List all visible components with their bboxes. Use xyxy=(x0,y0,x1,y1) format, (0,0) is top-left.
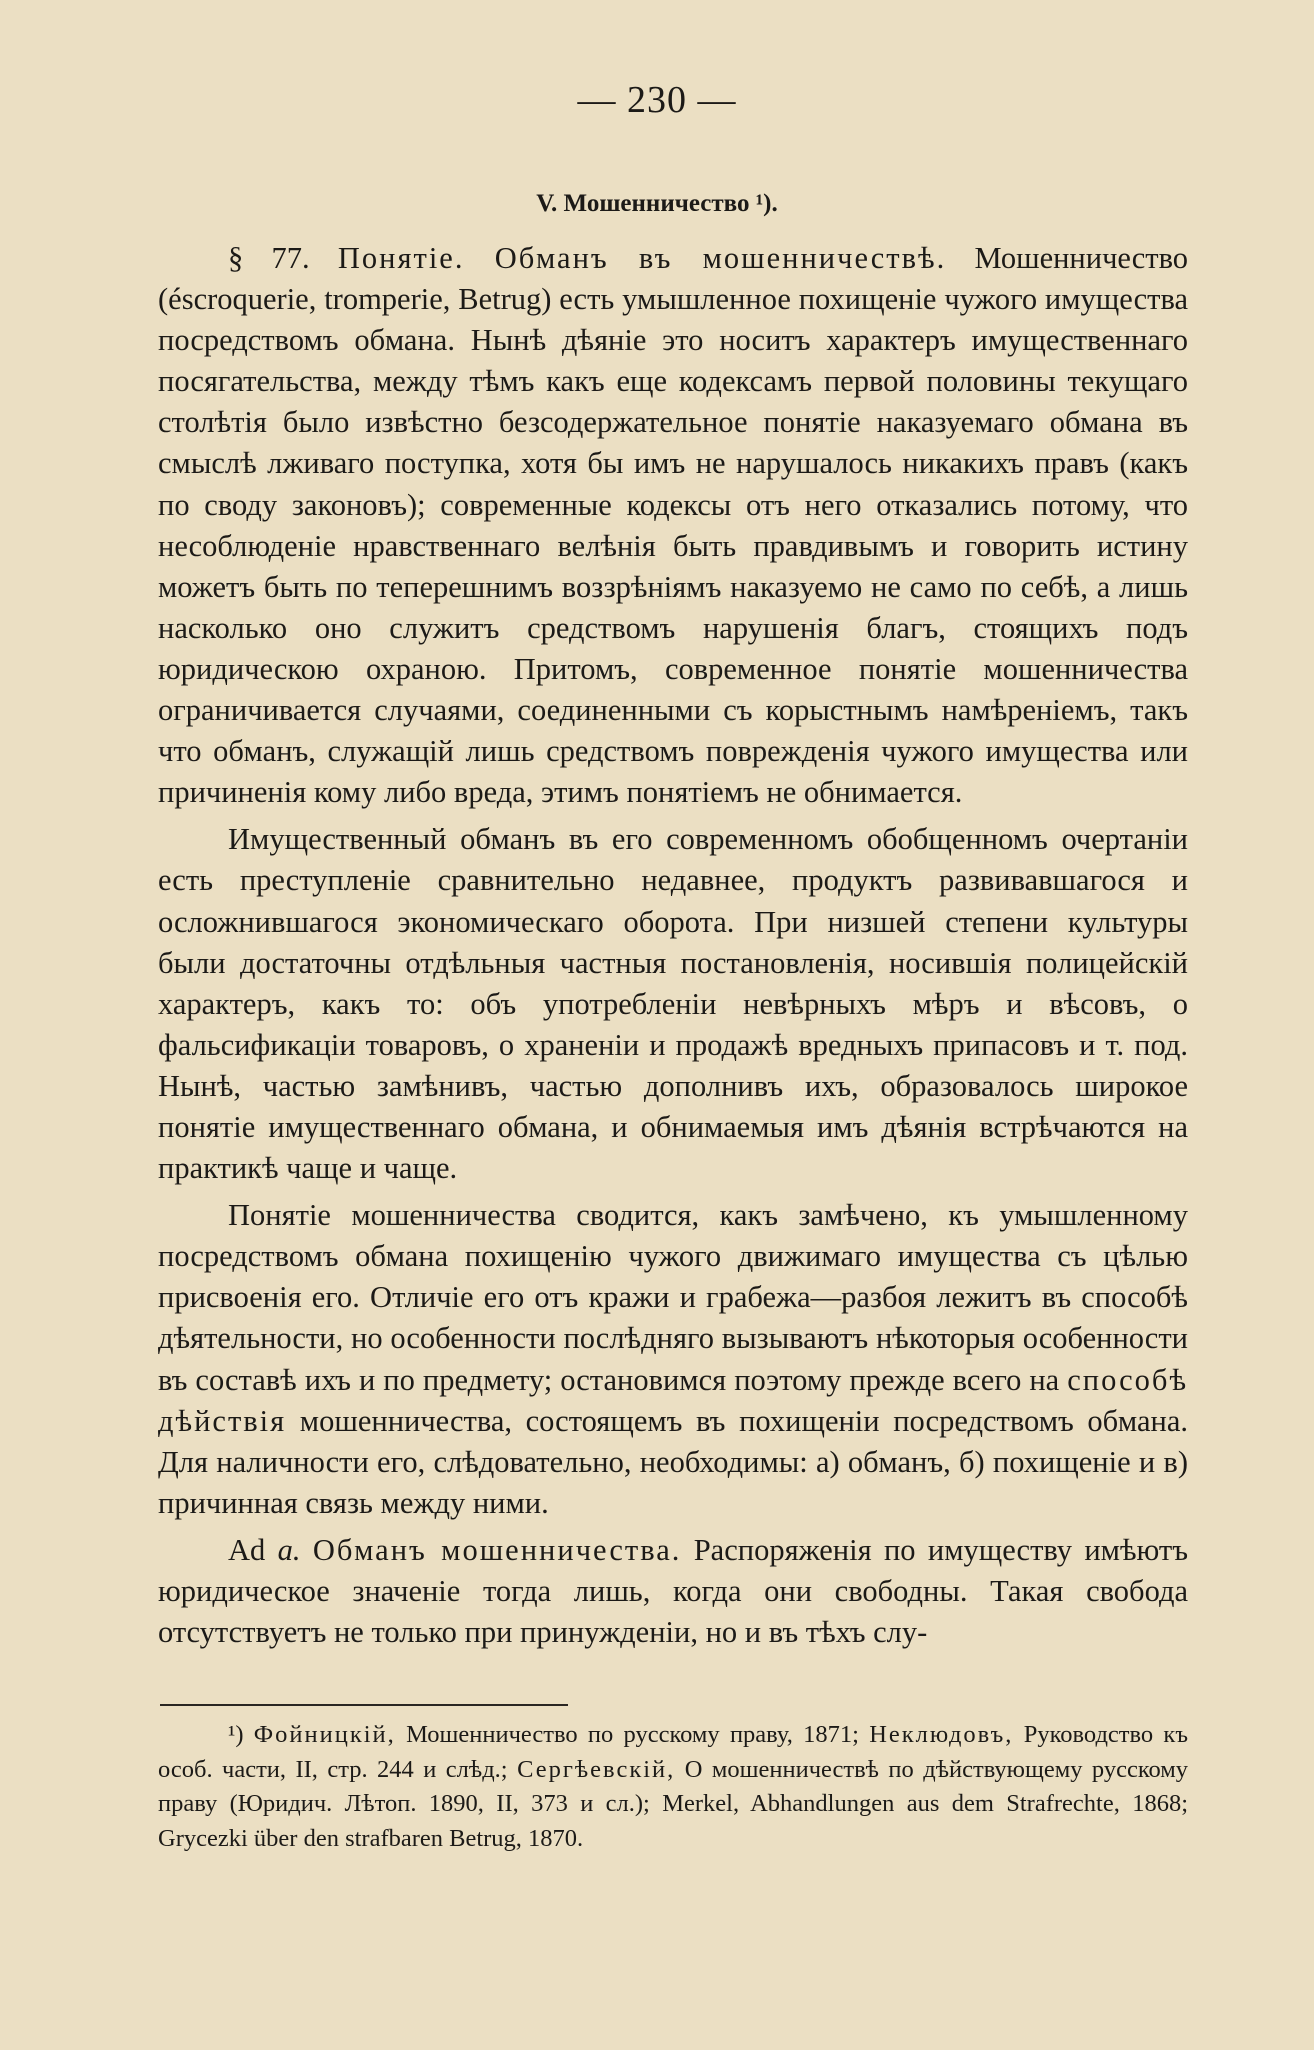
paragraph-4-text: Распоряженія по имуществу имѣютъ юридическое значеніе тогда лишь, когда они свободны. Такая свобода отсутствуетъ не только при принужденіи, но и въ тѣхъ слу- xyxy=(158,1532,1189,1650)
paragraph-4-heading: Обманъ мошенничества. xyxy=(312,1532,682,1567)
footnote-author-3: Сергѣевскій, xyxy=(517,1755,676,1783)
paragraph-3-emphasis: способѣ дѣйствія xyxy=(158,1362,1189,1438)
footnote xyxy=(158,1718,1188,1856)
footnote-divider xyxy=(160,1704,568,1706)
footnote-text-1: Мошенничество по русскому праву, 1871; xyxy=(406,1721,859,1748)
footnote-text-3: О мошенничествѣ по дѣйствующему русскому праву (Юридич. Лѣтоп. 1890, II, 373 и сл.); Merkel, Abhandlungen aus dem Strafrechte, 1868; Grycezki über den strafbaren Betrug, 1870. xyxy=(158,1755,1189,1852)
footnote-author-1: Фойницкій, xyxy=(253,1721,396,1748)
paragraph-2: Имущественный обманъ въ его современномъ обобщенномъ очертаніи есть преступленіе сравнительно недавнее, продуктъ развивавшагося и осложнившагося экономическаго оборота. При низшей степени культуры были достаточны отдѣльныя частныя постановленія, носившія полицейскій характеръ, какъ то: объ употребленіи невѣрныхъ мѣръ и вѣсовъ, о фальсификаціи товаровъ, о храненіи и продажѣ вредныхъ припасовъ и т. под. Нынѣ, частью замѣнивъ, частью дополнивъ ихъ, образовалось широкое понятіе имущественнаго обмана, и обнимаемыя имъ дѣянія встрѣчаются на практикѣ чаще и чаще. xyxy=(158,822,1188,1186)
paragraph-1-text: Мошенничество (éscroquerie, tromperie, Betrug) есть умышленное похищеніе чужого имущества посредствомъ обмана. Нынѣ дѣяніе это носитъ характеръ имущественнаго посягательства, между тѣмъ какъ еще кодексамъ первой половины текущаго столѣтія было извѣстно безсодержательное понятіе наказуемаго обмана въ смыслѣ лживаго поступка, хотя бы имъ не нарушалось никакихъ правъ (какъ по своду законовъ); современные кодексы отъ него отказались потому, что несоблюденіе нравственнаго велѣнія быть правдивымъ и говорить истину можетъ быть по теперешнимъ воззрѣніямъ наказуемо не само по себѣ, а лишь насколько оно служитъ средствомъ нарушенія благъ, стоящихъ подъ юридическою охраною. Притомъ, современное понятіе мошенничества ограничивается случаями, соединенными съ корыстнымъ намѣреніемъ, такъ что обманъ, служащій лишь средствомъ поврежденія чужого имущества или причиненія кому либо вреда, этимъ понятіемъ не обнимается. xyxy=(158,241,1189,810)
footnote-author-2: Неклюдовъ, xyxy=(869,1721,1014,1748)
main-text xyxy=(158,238,1188,1653)
paragraph-1 xyxy=(158,238,1188,813)
paragraph-3-text: Понятіе мошенничества сводится, какъ замѣчено, къ умышленному посредствомъ обмана похищенію чужого движимаго имущества съ цѣлью присвоенія его. Отличіе его отъ кражи и грабежа—разбоя лежитъ въ способѣ дѣятельности, но особенности послѣдняго вызываютъ нѣкоторыя особенности въ составѣ ихъ и по предмету; остановимся поэтому прежде всего на xyxy=(158,1198,1188,1397)
ad-marker: Ad xyxy=(228,1532,266,1567)
section-heading: Понятіе. Обманъ въ мошенничествѣ. xyxy=(337,241,947,275)
page-number: — 230 — xyxy=(577,79,737,121)
paragraph-3-rest: мошенничества, состоящемъ въ похищеніи посредствомъ обмана. Для наличности его, слѣдовательно, необходимы: а) обманъ, б) похищеніе и в) причинная связь между ними. xyxy=(158,1403,1189,1520)
paragraph-3 xyxy=(158,1195,1188,1524)
section-number: § 77. xyxy=(228,241,310,275)
footnote-text-2: Руководство къ особ. части, II, стр. 244 и слѣд.; xyxy=(158,1721,1188,1783)
footnote-mark: ¹) xyxy=(228,1721,244,1748)
paragraph-4 xyxy=(158,1530,1188,1653)
footnote-text xyxy=(158,1718,1188,1856)
item-letter: a. xyxy=(277,1532,301,1567)
chapter-title: V. Мошенничество ¹). xyxy=(536,190,778,217)
